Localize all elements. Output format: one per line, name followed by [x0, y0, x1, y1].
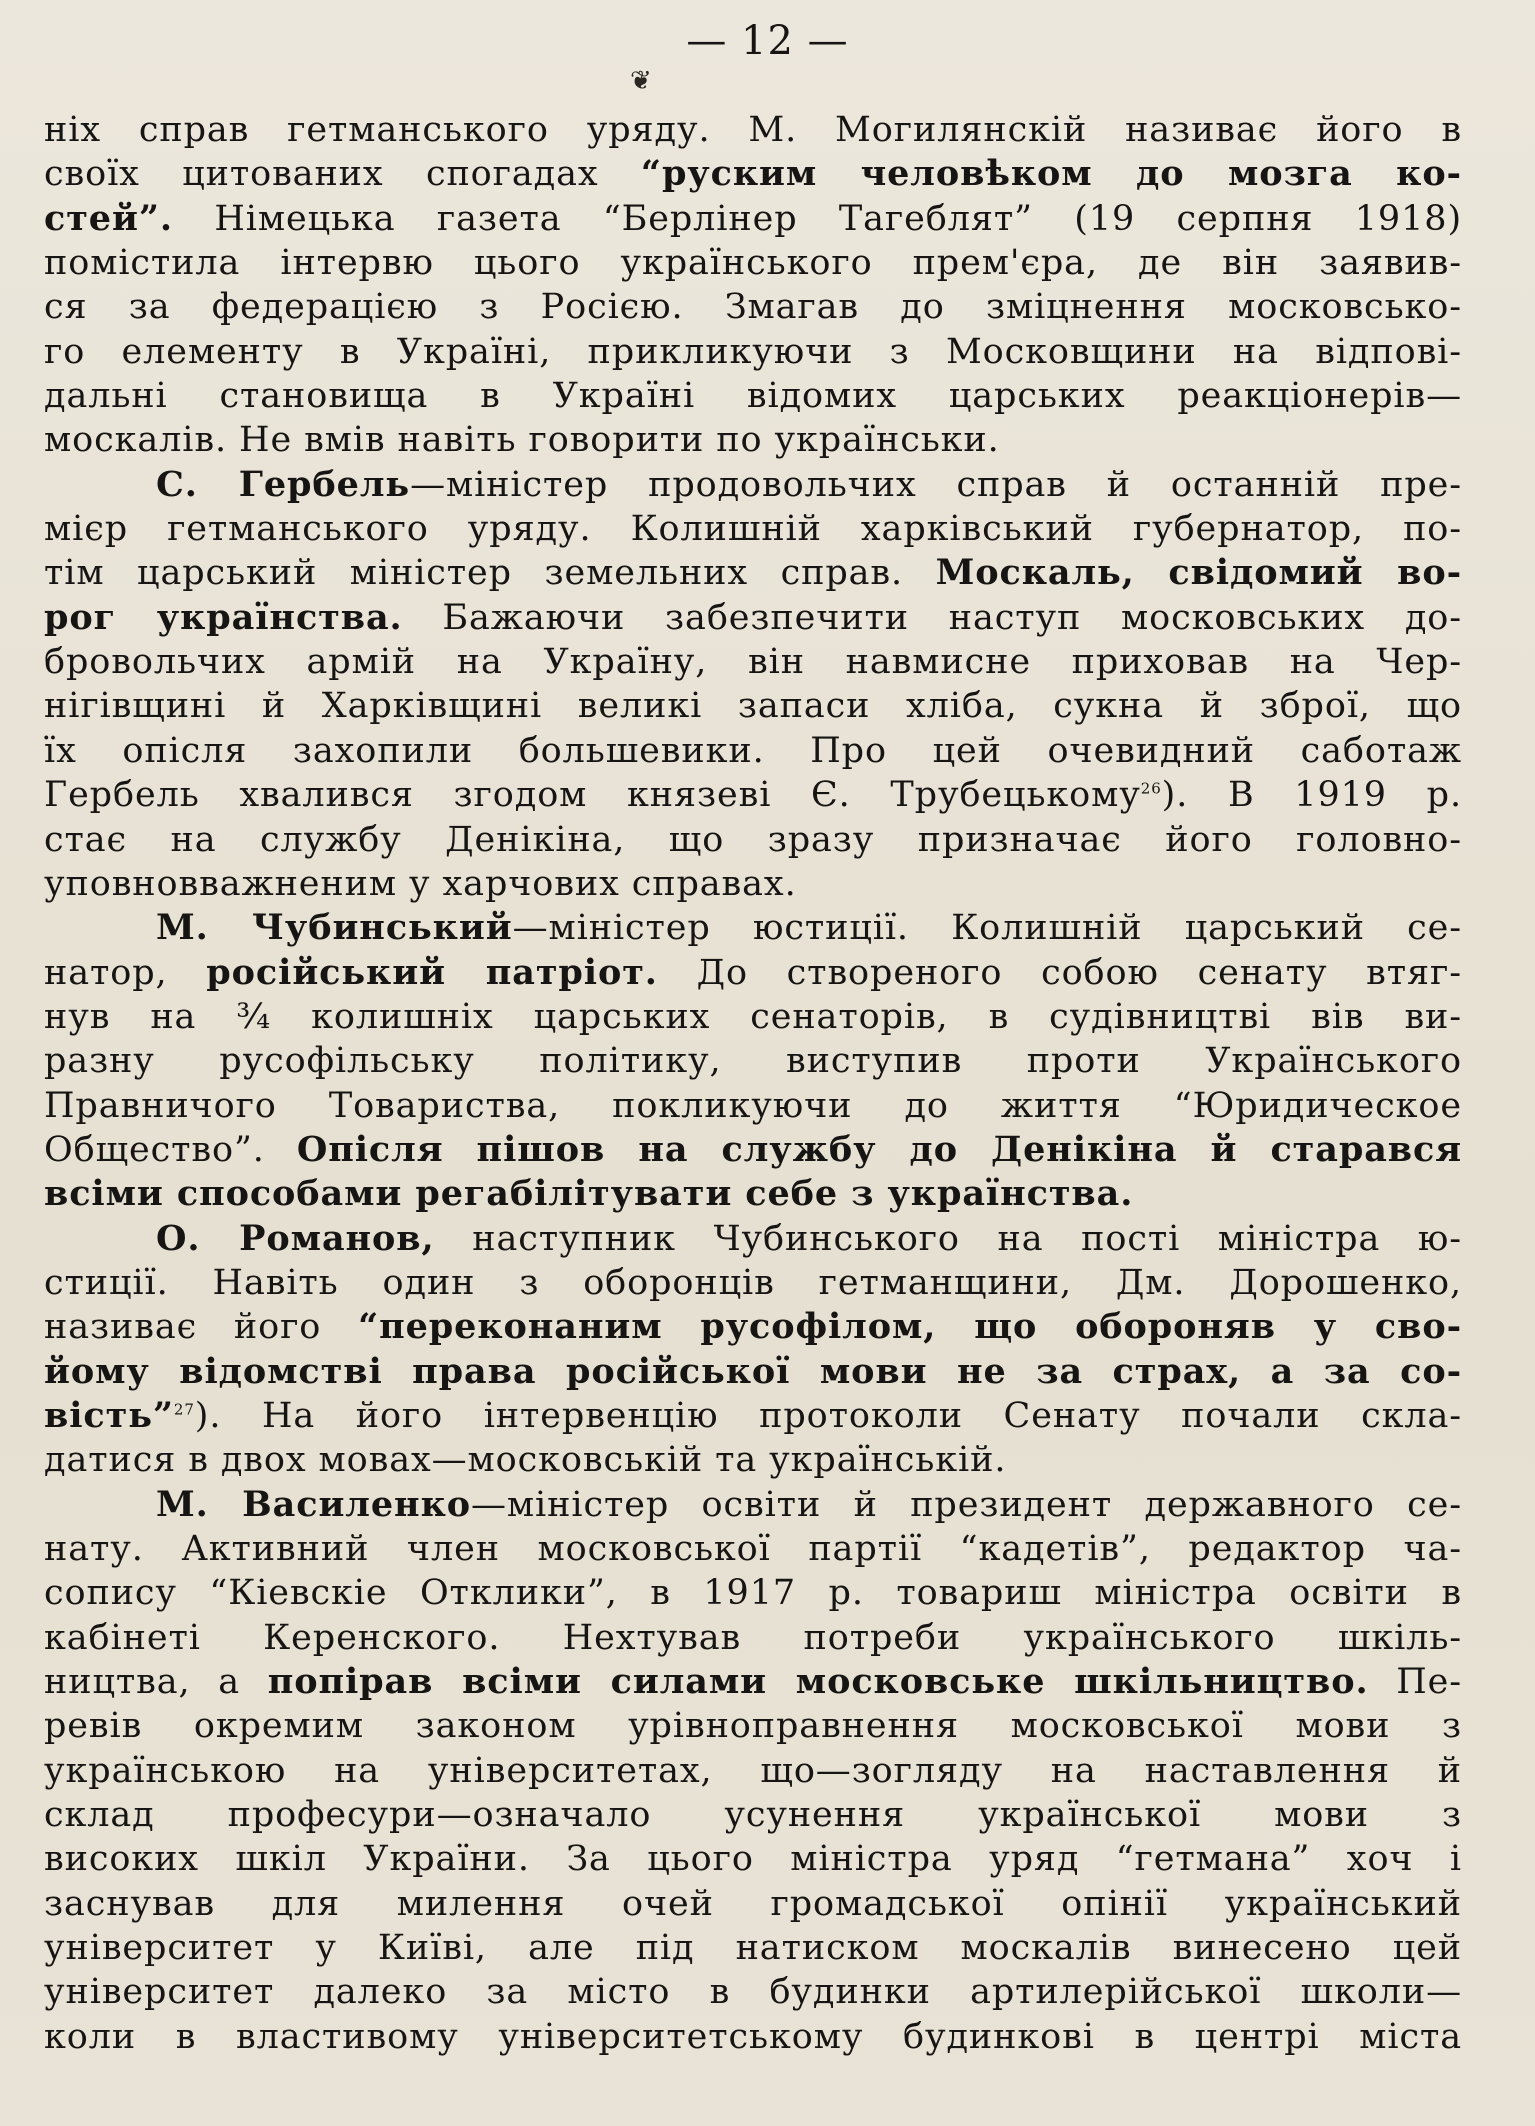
text-line: [44, 951, 1462, 995]
page-number: — 12 —: [686, 18, 849, 64]
text-run: натор,: [44, 952, 207, 993]
text-line: [44, 152, 1462, 196]
text-run: ництва, а: [44, 1662, 268, 1703]
text-run: —міністер продовольчих справ й останній пре-: [410, 464, 1462, 505]
text-run: дальні становища в Україні відомих царських реакціонерів—: [44, 376, 1462, 417]
text-line: [44, 906, 1462, 950]
ornament-mark: ❦: [630, 66, 652, 96]
text-run: українською на університетах, що—зогляду на наставлення й: [44, 1750, 1462, 1791]
text-run: Гербель хвалився згодом князеві Є. Трубецькому: [44, 775, 1141, 816]
bold-text: О. Романов,: [156, 1217, 435, 1259]
text-line: [44, 995, 1462, 1039]
text-run: наступник Чубинського на пості міністра ю-: [434, 1218, 1462, 1259]
text-line: [44, 1128, 1462, 1172]
text-run: стиції. Навіть один з оборонців гетманщини, Дм. Дорошенко,: [44, 1262, 1462, 1303]
text-run: Бажаючи забезпечити наступ московських до-: [402, 597, 1462, 638]
text-run: університет у Київі, але під натиском москалів винесено цей: [44, 1928, 1462, 1969]
text-run: тім царський міністер земельних справ.: [44, 553, 936, 594]
text-run: разну русофільську політику, виступив проти Українського: [44, 1041, 1462, 1082]
body-text: [44, 108, 1462, 2059]
text-line: [44, 1970, 1462, 2014]
text-line: [44, 374, 1462, 418]
footnote-ref: 26: [1140, 779, 1162, 798]
text-line: [44, 1084, 1462, 1128]
text-line: [44, 418, 1462, 462]
text-run: Правничого Товариства, покликуючи до життя “Юридическое: [44, 1085, 1462, 1126]
text-line: [44, 1483, 1462, 1527]
text-line: [44, 507, 1462, 551]
text-line: [44, 197, 1462, 241]
text-run: —міністер юстиції. Колишній царський се-: [512, 908, 1463, 949]
text-line: [44, 108, 1462, 152]
bold-text: вість”: [44, 1394, 174, 1436]
text-line: [44, 640, 1462, 684]
text-run: кабінеті Керенского. Нехтував потреби українського шкіль-: [44, 1617, 1462, 1658]
text-run: коли в властивому університетському будинкові в центрі міста: [44, 2016, 1462, 2057]
text-line: [44, 2015, 1462, 2059]
bold-text: М. Чубинський: [156, 907, 513, 949]
text-run: мієр гетманського уряду. Колишній харківський губернатор, по-: [44, 509, 1462, 550]
text-run: своїх цитованих спогадах: [44, 154, 641, 195]
text-run: нув на ¾ колишніх царських сенаторів, в судівництві вів ви-: [44, 996, 1462, 1037]
text-run: нігівщині й Харківщині великі запаси хліба, сукна й зброї, що: [44, 686, 1462, 727]
text-run: ). В 1919 р.: [1161, 775, 1463, 816]
text-line: [44, 1217, 1462, 1261]
text-run: До створеного собою сенату втяг-: [657, 952, 1462, 993]
text-line: [44, 241, 1462, 285]
text-line: [44, 729, 1462, 773]
text-line: [44, 1749, 1462, 1793]
text-line: [44, 1793, 1462, 1837]
text-run: їх опісля захопили большевики. Про цей очевидний саботаж: [44, 730, 1462, 771]
text-line: [44, 1837, 1462, 1881]
text-run: —міністер освіти й президент державного се-: [471, 1484, 1462, 1525]
text-run: датися в двох мовах—московській та українській.: [44, 1440, 1007, 1481]
text-run: помістила інтервю цього українського прем'єра, де він заявив-: [44, 243, 1462, 284]
text-line: [44, 1704, 1462, 1748]
text-line: [44, 862, 1462, 906]
text-run: Общество”.: [44, 1129, 297, 1170]
text-line: [44, 1172, 1462, 1216]
text-run: Пе-: [1368, 1662, 1462, 1703]
text-run: нату. Активний член московської партії “кадетів”, редактор ча-: [44, 1529, 1462, 1569]
text-run: уповновважненим у харчових справах.: [44, 863, 797, 904]
bold-text: М. Василенко: [156, 1483, 471, 1525]
text-run: ревів окремим законом урівноправнення московської мови з: [44, 1706, 1462, 1747]
text-run: ). На його інтервенцію протоколи Сенату почали скла-: [194, 1395, 1462, 1436]
text-run: бровольчих армій на Україну, він навмисне приховав на Чер-: [44, 642, 1462, 683]
text-run: склад професури—означало усунення української мови з: [44, 1795, 1462, 1836]
bold-text: всіми способами регабілітувати себе з українства.: [44, 1173, 1134, 1215]
text-run: го елементу в Україні, прикликуючи з Московщини на відпові-: [44, 331, 1462, 372]
bold-text: С. Гербель: [156, 463, 411, 505]
text-line: [44, 1882, 1462, 1926]
bold-text: Опісля пішов на службу до Денікіна й старався: [296, 1128, 1462, 1170]
text-line: [44, 773, 1462, 817]
text-run: ся за федерацією з Росією. Змагав до зміцнення московсько-: [44, 287, 1462, 328]
text-line: [44, 684, 1462, 728]
text-line: [44, 596, 1462, 640]
text-line: [44, 330, 1462, 374]
text-line: [44, 1616, 1462, 1660]
text-line: [44, 1438, 1462, 1482]
text-run: називає його: [44, 1307, 359, 1348]
text-run: заснував для милення очей громадської опінії український: [44, 1883, 1462, 1924]
bold-text: стей”.: [44, 197, 173, 239]
bold-text: “переконаним русофілом, що обороняв у сво-: [358, 1306, 1462, 1348]
bold-text: йому відомстві права російської мови не за страх, а за со-: [44, 1350, 1462, 1392]
text-line: [44, 1261, 1462, 1305]
text-line: [44, 551, 1462, 595]
footnote-ref: 27: [173, 1400, 195, 1419]
bold-text: “руским человѣком до мозга ко-: [640, 153, 1462, 195]
text-run: Німецька газета “Берлінер Тагеблят” (19 серпня 1918): [172, 198, 1462, 239]
text-line: [44, 463, 1462, 507]
text-line: [44, 1527, 1462, 1571]
text-line: [44, 818, 1462, 862]
text-line: [44, 1039, 1462, 1083]
text-run: високих шкіл України. За цього міністра уряд “гетмана” хоч і: [44, 1839, 1462, 1880]
text-line: [44, 1571, 1462, 1615]
text-run: стає на службу Денікіна, що зразу призначає його головно-: [44, 819, 1462, 860]
text-run: сопису “Кіевскіе Отклики”, в 1917 р. товариш міністра освіти в: [44, 1573, 1462, 1614]
text-line: [44, 1926, 1462, 1970]
text-run: університет далеко за місто в будинки артилерійської школи—: [44, 1972, 1462, 2013]
text-line: [44, 1394, 1462, 1438]
text-line: [44, 285, 1462, 329]
text-line: [44, 1350, 1462, 1394]
text-line: [44, 1305, 1462, 1349]
bold-text: попірав всіми силами московське шкільництво.: [267, 1661, 1369, 1703]
text-run: ніх справ гетманського уряду. М. Могилянскій називає його в: [44, 110, 1462, 150]
bold-text: Москаль, свідомий во-: [935, 552, 1462, 594]
bold-text: російський патріот.: [206, 951, 658, 993]
bold-text: рог українства.: [44, 596, 403, 638]
text-line: [44, 1660, 1462, 1704]
text-run: москалів. Не вмів навіть говорити по українськи.: [44, 420, 1000, 461]
